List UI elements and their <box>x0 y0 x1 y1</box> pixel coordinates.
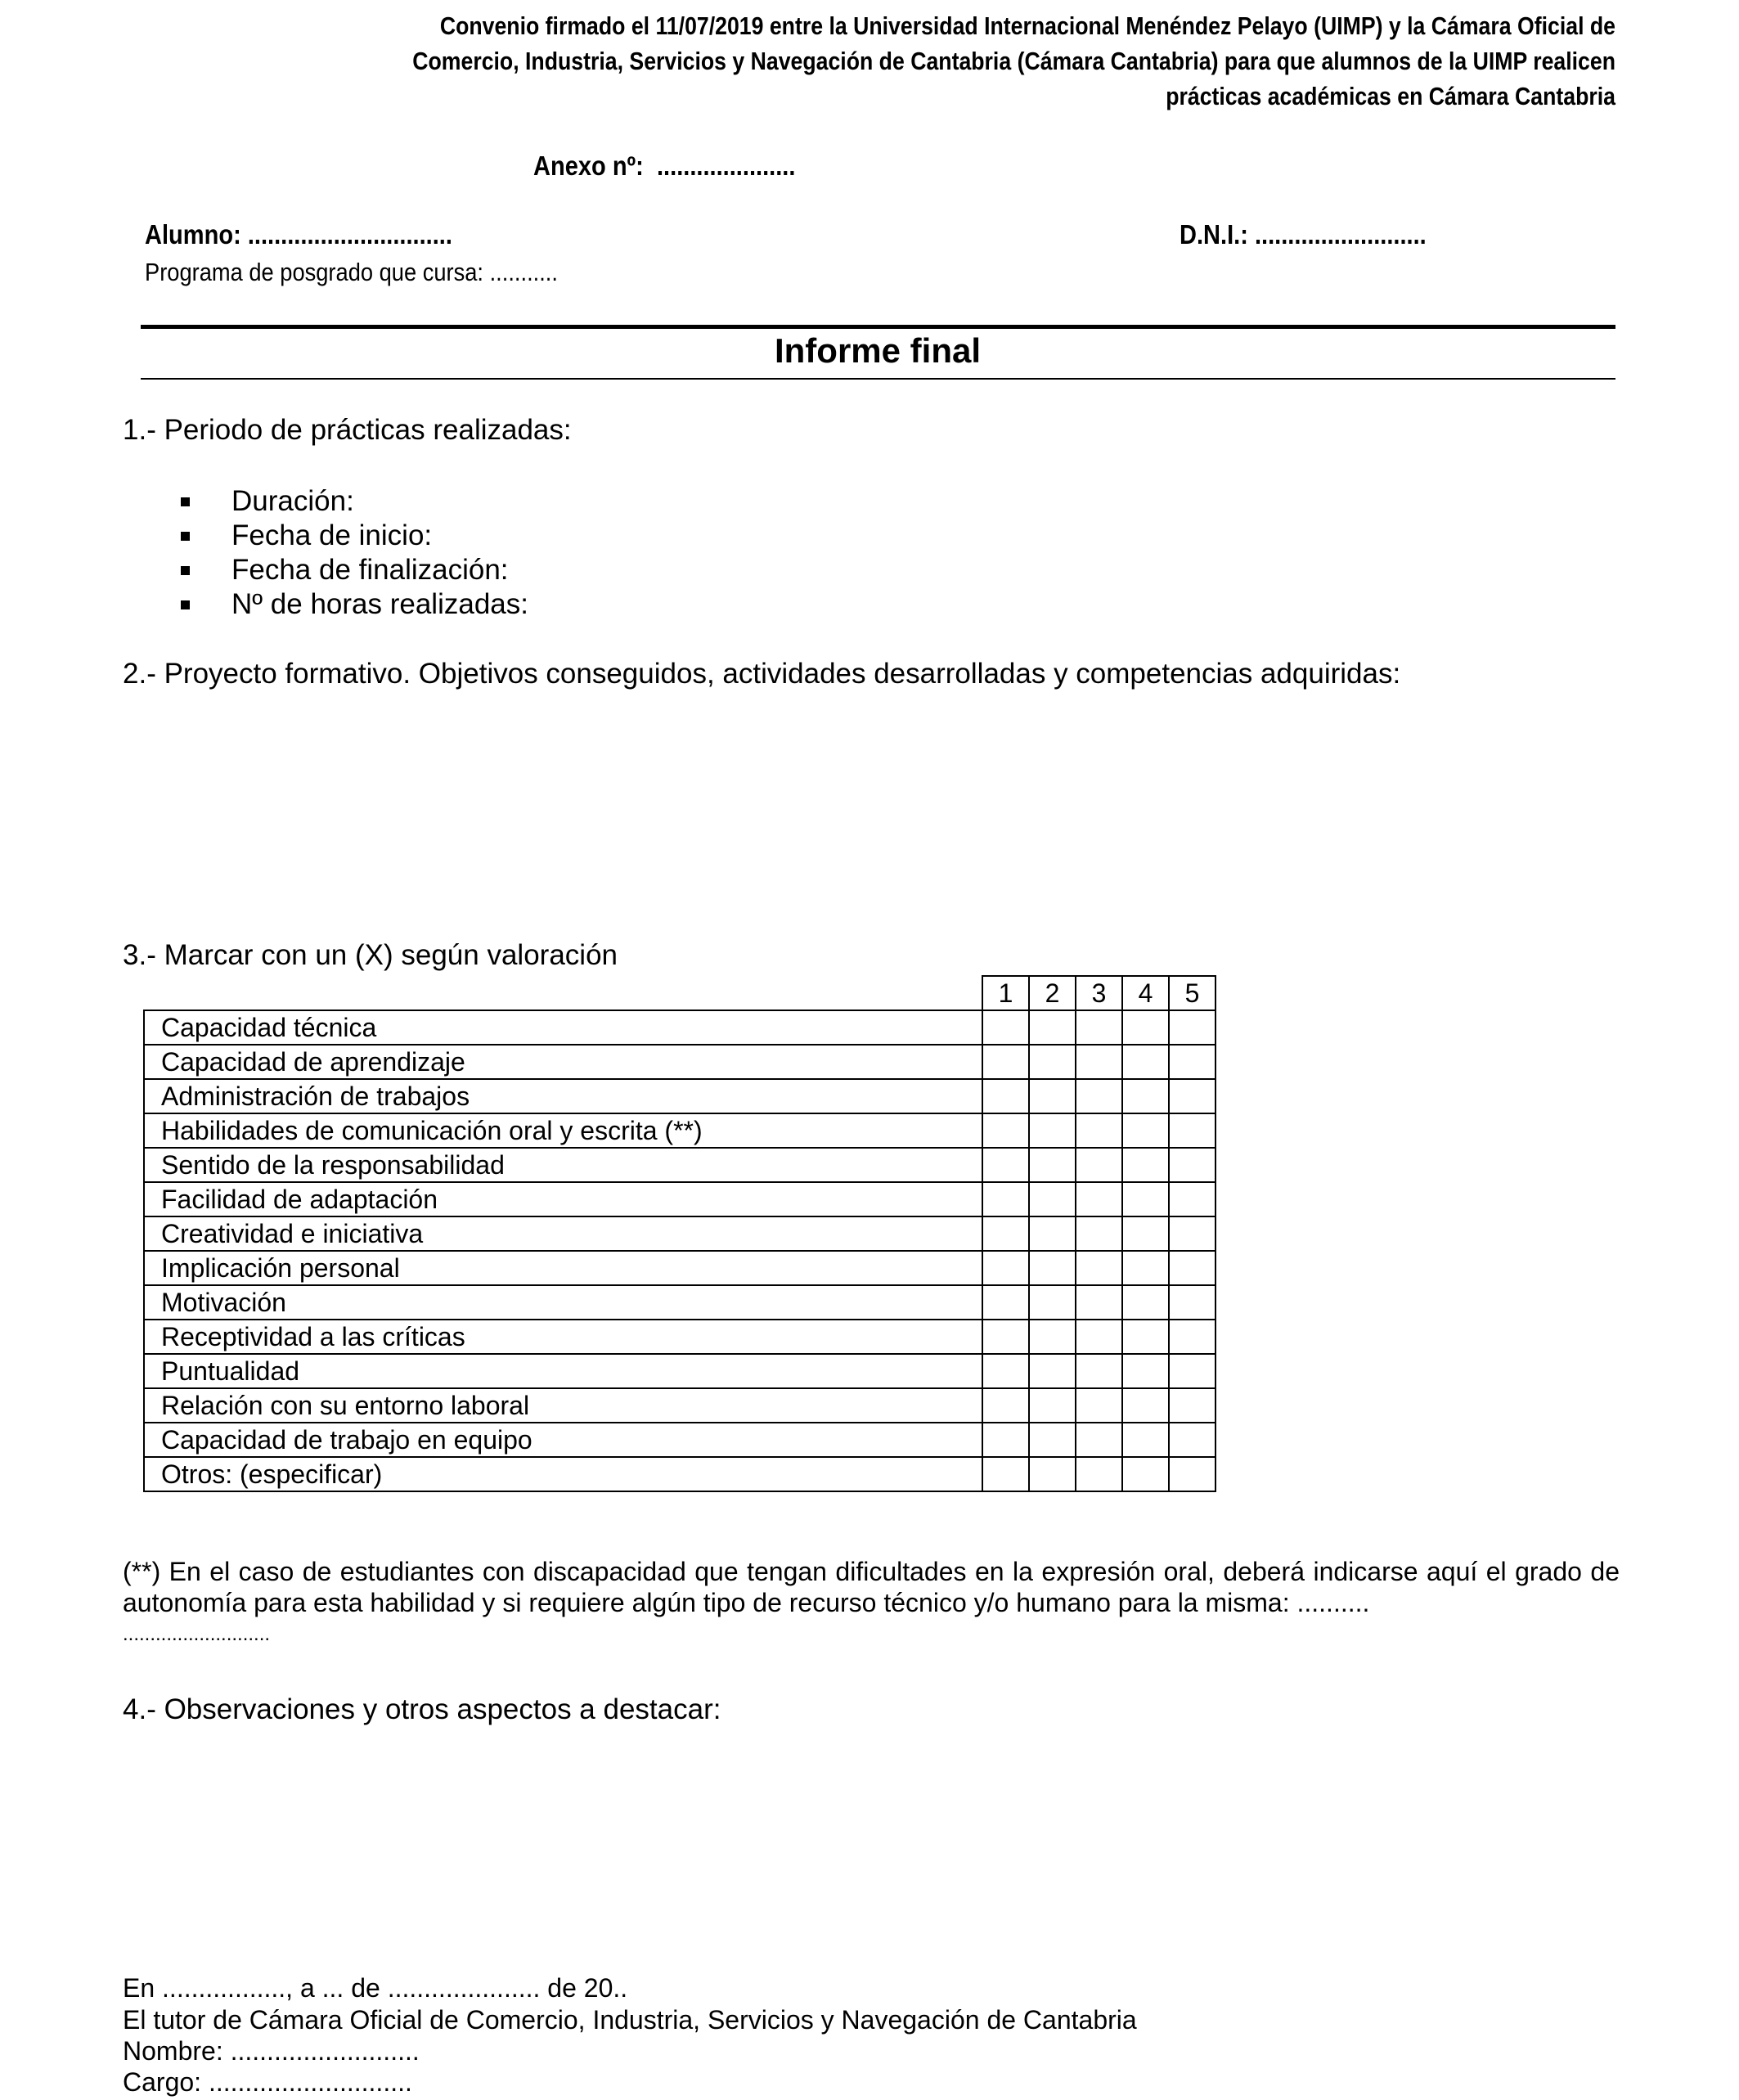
rating-cell-2[interactable] <box>1029 1113 1076 1148</box>
dni-field <box>1180 219 1427 250</box>
rating-cell-5[interactable] <box>1169 1010 1216 1045</box>
document-title: Informe final <box>774 331 982 370</box>
rating-cell-2[interactable] <box>1029 1423 1076 1457</box>
dni-label: D.N.I.: <box>1180 219 1248 250</box>
rating-cell-1[interactable] <box>982 1285 1029 1320</box>
section-4-heading: 4.- Observaciones y otros aspectos a destacar: <box>123 1693 721 1725</box>
scale-header-4: 4 <box>1122 976 1169 1010</box>
table-row <box>144 1148 1216 1182</box>
agreement-header-line-1: Convenio firmado el 11/07/2019 entre la Universidad Internacional Menéndez Pelayo (UIMP) y la Cámara Oficial de <box>439 11 1615 40</box>
rating-cell-3[interactable] <box>1076 1045 1122 1079</box>
rating-cell-2[interactable] <box>1029 1148 1076 1182</box>
program-field <box>145 258 558 287</box>
rating-cell-5[interactable] <box>1169 1182 1216 1216</box>
criterion-label: Puntualidad <box>144 1354 982 1388</box>
rating-cell-3[interactable] <box>1076 1010 1122 1045</box>
rating-cell-1[interactable] <box>982 1079 1029 1113</box>
rating-cell-2[interactable] <box>1029 1251 1076 1285</box>
rating-cell-3[interactable] <box>1076 1457 1122 1491</box>
rating-cell-4[interactable] <box>1122 1354 1169 1388</box>
rating-cell-1[interactable] <box>982 1354 1029 1388</box>
rating-cell-3[interactable] <box>1076 1182 1122 1216</box>
scale-header-2: 2 <box>1029 976 1076 1010</box>
program-label: Programa de posgrado que cursa: <box>145 258 483 286</box>
rating-cell-1[interactable] <box>982 1148 1029 1182</box>
student-label: Alumno: <box>145 219 241 250</box>
rating-cell-5[interactable] <box>1169 1251 1216 1285</box>
rating-cell-5[interactable] <box>1169 1388 1216 1423</box>
rating-cell-5[interactable] <box>1169 1113 1216 1148</box>
rating-cell-5[interactable] <box>1169 1216 1216 1251</box>
criterion-label: Capacidad técnica <box>144 1010 982 1045</box>
period-list <box>179 484 528 622</box>
section-3-heading: 3.- Marcar con un (X) según valoración <box>123 939 618 971</box>
rating-cell-1[interactable] <box>982 1388 1029 1423</box>
annex-label: Anexo nº: <box>533 151 644 181</box>
rating-cell-5[interactable] <box>1169 1079 1216 1113</box>
rating-cell-1[interactable] <box>982 1320 1029 1354</box>
rating-cell-3[interactable] <box>1076 1285 1122 1320</box>
rating-scale-header <box>144 976 1216 1010</box>
rating-cell-2[interactable] <box>1029 1045 1076 1079</box>
rating-cell-3[interactable] <box>1076 1251 1122 1285</box>
criterion-label: Sentido de la responsabilidad <box>144 1148 982 1182</box>
section-2-heading: 2.- Proyecto formativo. Objetivos conseguidos, actividades desarrolladas y competencias adquiridas: <box>123 658 1401 690</box>
rating-cell-2[interactable] <box>1029 1216 1076 1251</box>
tutor-name-line: Nombre: .......................... <box>123 2036 420 2066</box>
rating-cell-3[interactable] <box>1076 1079 1122 1113</box>
rating-cell-3[interactable] <box>1076 1216 1122 1251</box>
bullet-square-icon <box>181 497 190 506</box>
rating-cell-4[interactable] <box>1122 1113 1169 1148</box>
section-1-heading: 1.- Periodo de prácticas realizadas: <box>123 414 572 446</box>
agreement-header <box>353 8 1615 114</box>
annex-value: ..................... <box>656 151 796 181</box>
table-row <box>144 1182 1216 1216</box>
rating-cell-2[interactable] <box>1029 1079 1076 1113</box>
list-item-label: Fecha de inicio: <box>231 519 433 551</box>
rating-cell-1[interactable] <box>982 1010 1029 1045</box>
rating-cell-3[interactable] <box>1076 1320 1122 1354</box>
list-item-label: Fecha de finalización: <box>231 554 509 586</box>
place-date-line: En ................., a ... de ..................... de 20.. <box>123 1973 628 2003</box>
rating-cell-1[interactable] <box>982 1045 1029 1079</box>
student-field <box>145 219 452 250</box>
table-row <box>144 1457 1216 1491</box>
criterion-label: Motivación <box>144 1285 982 1320</box>
title-rule-top <box>141 325 1615 329</box>
criterion-label: Capacidad de trabajo en equipo <box>144 1423 982 1457</box>
rating-cell-2[interactable] <box>1029 1354 1076 1388</box>
list-item <box>179 519 528 553</box>
bullet-square-icon <box>181 566 190 575</box>
table-row <box>144 1388 1216 1423</box>
scale-header-3: 3 <box>1076 976 1122 1010</box>
criterion-label: Relación con su entorno laboral <box>144 1388 982 1423</box>
tutor-position-line: Cargo: ............................ <box>123 2067 412 2097</box>
table-row <box>144 1045 1216 1079</box>
table-row <box>144 1010 1216 1045</box>
rating-cell-1[interactable] <box>982 1182 1029 1216</box>
table-row <box>144 1216 1216 1251</box>
rating-cell-4[interactable] <box>1122 1216 1169 1251</box>
annex-field <box>533 151 795 182</box>
table-row <box>144 1251 1216 1285</box>
rating-cell-5[interactable] <box>1169 1148 1216 1182</box>
rating-cell-1[interactable] <box>982 1251 1029 1285</box>
program-value: ........... <box>489 258 558 286</box>
rating-cell-4[interactable] <box>1122 1182 1169 1216</box>
rating-cell-3[interactable] <box>1076 1113 1122 1148</box>
criterion-label: Capacidad de aprendizaje <box>144 1045 982 1079</box>
table-row <box>144 1320 1216 1354</box>
header-spacer <box>144 976 982 1010</box>
rating-cell-4[interactable] <box>1122 1320 1169 1354</box>
table-row <box>144 1423 1216 1457</box>
tutor-line: El tutor de Cámara Oficial de Comercio, Industria, Servicios y Navegación de Cantabria <box>123 2005 1137 2035</box>
rating-cell-3[interactable] <box>1076 1354 1122 1388</box>
table-row <box>144 1354 1216 1388</box>
rating-cell-4[interactable] <box>1122 1423 1169 1457</box>
dni-value: .......................... <box>1254 219 1427 250</box>
rating-cell-2[interactable] <box>1029 1457 1076 1491</box>
bullet-square-icon <box>181 532 190 541</box>
rating-cell-2[interactable] <box>1029 1010 1076 1045</box>
accessibility-note-dots: ........................... <box>123 1623 271 1645</box>
list-item-label: Duración: <box>231 485 354 517</box>
criterion-label: Otros: (especificar) <box>144 1457 982 1491</box>
agreement-header-line-3: prácticas académicas en Cámara Cantabria <box>1166 82 1615 110</box>
rating-cell-1[interactable] <box>982 1423 1029 1457</box>
criterion-label: Creatividad e iniciativa <box>144 1216 982 1251</box>
rating-cell-4[interactable] <box>1122 1010 1169 1045</box>
list-item <box>179 553 528 587</box>
rating-cell-5[interactable] <box>1169 1285 1216 1320</box>
rating-cell-5[interactable] <box>1169 1320 1216 1354</box>
rating-cell-1[interactable] <box>982 1216 1029 1251</box>
list-item <box>179 587 528 622</box>
title-rule-bottom <box>141 378 1615 380</box>
rating-cell-5[interactable] <box>1169 1457 1216 1491</box>
agreement-header-line-2: Comercio, Industria, Servicios y Navegación de Cantabria (Cámara Cantabria) para que alumnos de la UIMP realicen <box>412 47 1616 75</box>
rating-cell-2[interactable] <box>1029 1320 1076 1354</box>
rating-cell-4[interactable] <box>1122 1457 1169 1491</box>
list-item-label: Nº de horas realizadas: <box>231 588 528 620</box>
rating-cell-3[interactable] <box>1076 1148 1122 1182</box>
rating-cell-2[interactable] <box>1029 1388 1076 1423</box>
criterion-label: Receptividad a las críticas <box>144 1320 982 1354</box>
rating-cell-5[interactable] <box>1169 1354 1216 1388</box>
rating-cell-2[interactable] <box>1029 1182 1076 1216</box>
table-row <box>144 1079 1216 1113</box>
rating-cell-4[interactable] <box>1122 1148 1169 1182</box>
criterion-label: Habilidades de comunicación oral y escrita (**) <box>144 1113 982 1148</box>
accessibility-note: (**) En el caso de estudiantes con discapacidad que tengan dificultades en la expresión oral, deberá indicarse aquí el grado de autonomía para esta habilidad y si requiere algún tipo de recurso técnico y/o humano para la misma: .......... <box>123 1557 1620 1617</box>
table-row <box>144 1285 1216 1320</box>
rating-cell-5[interactable] <box>1169 1423 1216 1457</box>
rating-cell-4[interactable] <box>1122 1388 1169 1423</box>
rating-cell-5[interactable] <box>1169 1045 1216 1079</box>
list-item <box>179 484 528 519</box>
rating-cell-2[interactable] <box>1029 1285 1076 1320</box>
rating-cell-1[interactable] <box>982 1113 1029 1148</box>
criterion-label: Facilidad de adaptación <box>144 1182 982 1216</box>
rating-cell-4[interactable] <box>1122 1251 1169 1285</box>
student-value: ............................... <box>247 219 452 250</box>
rating-cell-4[interactable] <box>1122 1079 1169 1113</box>
rating-cell-1[interactable] <box>982 1457 1029 1491</box>
rating-cell-4[interactable] <box>1122 1045 1169 1079</box>
criterion-label: Administración de trabajos <box>144 1079 982 1113</box>
table-row <box>144 1113 1216 1148</box>
bullet-square-icon <box>181 600 190 609</box>
scale-header-5: 5 <box>1169 976 1216 1010</box>
rating-cell-3[interactable] <box>1076 1388 1122 1423</box>
rating-cell-3[interactable] <box>1076 1423 1122 1457</box>
criterion-label: Implicación personal <box>144 1251 982 1285</box>
rating-table <box>143 975 1216 1492</box>
rating-cell-4[interactable] <box>1122 1285 1169 1320</box>
scale-header-1: 1 <box>982 976 1029 1010</box>
